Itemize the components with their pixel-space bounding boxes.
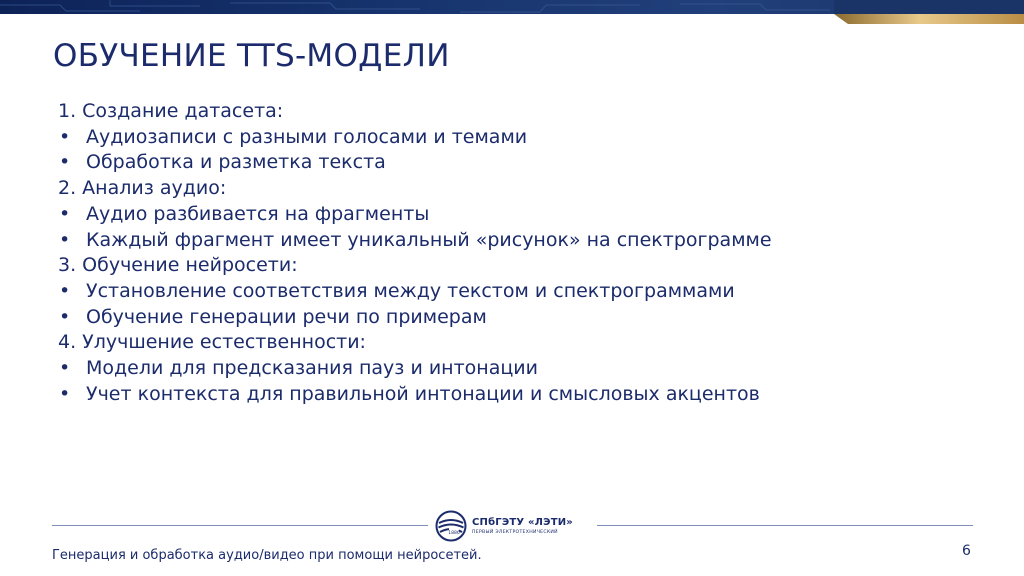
bullet-item bbox=[58, 150, 958, 176]
bullet-icon: • bbox=[59, 382, 71, 405]
heading-text: 1. Создание датасета: bbox=[58, 100, 284, 122]
bullet-text: Аудио разбивается на фрагменты bbox=[86, 202, 430, 225]
bullet-icon: • bbox=[59, 228, 71, 251]
bullet-text: Установление соответствия между текстом и спектрограммами bbox=[86, 279, 735, 302]
bullet-icon: • bbox=[59, 357, 71, 380]
bullet-text: Модели для предсказания пауз и интонации bbox=[86, 357, 538, 380]
bullet-text: Обучение генерации речи по примерам bbox=[86, 305, 487, 328]
bullet-text: Учет контекста для правильной интонации и смысловых акцентов bbox=[86, 382, 760, 405]
numbered-heading bbox=[58, 99, 958, 125]
slide-title: ОБУЧЕНИЕ TTS-МОДЕЛИ bbox=[53, 38, 450, 74]
footer-divider-left bbox=[52, 525, 428, 526]
bullet-text: Каждый фрагмент имеет уникальный «рисунок» на спектрограмме bbox=[86, 228, 772, 251]
bullet-icon: • bbox=[59, 202, 71, 225]
logo-name: СПбГЭТУ «ЛЭТИ» bbox=[472, 516, 573, 528]
bullet-icon: • bbox=[59, 151, 71, 174]
page-number: 6 bbox=[962, 543, 971, 559]
university-logo bbox=[435, 510, 593, 542]
numbered-heading bbox=[58, 253, 958, 279]
bullet-item bbox=[58, 125, 958, 151]
leti-emblem-icon bbox=[435, 510, 467, 542]
slide-body-list bbox=[58, 99, 958, 407]
numbered-heading bbox=[58, 176, 958, 202]
bullet-item bbox=[58, 228, 958, 254]
bullet-item bbox=[58, 202, 958, 228]
svg-text:1886: 1886 bbox=[448, 531, 460, 536]
heading-text: 4. Улучшение естественности: bbox=[58, 331, 366, 354]
bullet-icon: • bbox=[59, 305, 71, 328]
logo-subtitle: ПЕРВЫЙ ЭЛЕКТРОТЕХНИЧЕСКИЙ bbox=[472, 529, 558, 535]
gold-corner-accent bbox=[834, 0, 1024, 28]
bullet-icon: • bbox=[59, 125, 71, 148]
bullet-text: Аудиозаписи с разными голосами и темами bbox=[86, 125, 528, 148]
bullet-text: Обработка и разметка текста bbox=[86, 151, 386, 174]
bullet-item bbox=[58, 305, 958, 331]
footer-caption: Генерация и обработка аудио/видео при помощи нейросетей. bbox=[52, 548, 482, 563]
heading-text: 2. Анализ аудио: bbox=[58, 177, 227, 200]
bullet-item bbox=[58, 279, 958, 305]
heading-text: 3. Обучение нейросети: bbox=[58, 254, 298, 277]
numbered-heading bbox=[58, 330, 958, 356]
footer-divider-right bbox=[597, 525, 973, 526]
bullet-icon: • bbox=[59, 279, 71, 302]
bullet-item bbox=[58, 356, 958, 382]
bullet-item bbox=[58, 382, 958, 408]
